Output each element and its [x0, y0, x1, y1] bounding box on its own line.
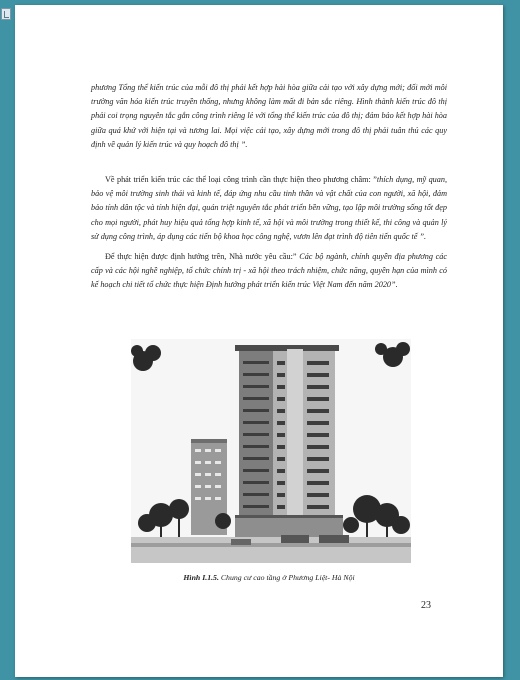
paragraph-1: phương Tổng thể kiến trúc của mỗi đô thị phải kết hợp hài hòa giữa cải tạo với xây dựng mới; đối mới môi trường văn hóa kiến trúc truyền thống, nhưng không làm mất đi bản sắc riêng. Hình thành kiến trúc đô thị phải coi trọng nguyên tắc gắn công trình riêng lẻ với tổng thể kiến trúc của đô thị; đảm bảo kết hợp hài hòa giữa quá khứ với hiện tại và tương lai. Mọi việc cải tạo, xây dựng mới trong đô thị phải tuân thủ các quy định về quản lý kiến trúc và quy hoạch đô thị ”. — [91, 83, 447, 149]
paragraph-2 — [91, 173, 447, 244]
page-number: 23 — [421, 600, 431, 611]
caption-text: Chung cư cao tầng ở Phương Liệt- Hà Nội — [218, 573, 355, 582]
figure-caption — [91, 573, 447, 582]
paragraph-2-lead: Về phát triển kiến trúc các thể loại công trình cần thực hiện theo phương châm: ” — [105, 175, 377, 184]
document-page — [15, 5, 503, 677]
building-photo — [131, 339, 411, 563]
paragraph-2-quote: thích dụng, mỹ quan, bảo vệ môi trường sinh thái và kinh tế, đáp ứng nhu cầu tinh thần và vật chất của con người, xã hội, đảm bảo tính dân tộc và tính hiện đại, quán triệt nguyên tắc phát triển bền vững, tạo lập môi trường sống tốt đẹp cho mọi người, phát huy hiệu quả tổng hợp kinh tế, xã hội và môi trường trong thiết kế, thi công và quản lý sử dụng công trình, áp dụng các tiến bộ khoa học công nghệ, vươn lên đạt trình độ tiên tiến quốc tế ”. — [91, 175, 447, 241]
document-icon[interactable] — [1, 8, 11, 20]
caption-label: Hình I.1.5. — [183, 573, 219, 582]
paragraph-3-quote: Các bộ ngành, chính quyền địa phương các cấp và các hội nghề nghiệp, tổ chức chính trị - xã hội theo trách nhiệm, chức năng, quyền hạn của mình có kế hoạch chi tiết tổ chức thực hiện Định hướng phát triển kiến trúc Việt Nam đến năm 2020”. — [91, 252, 448, 290]
paragraph-3 — [91, 250, 447, 293]
paragraph-3-lead: Để thực hiện được định hướng trên, Nhà nước yêu cầu:” — [105, 252, 297, 261]
